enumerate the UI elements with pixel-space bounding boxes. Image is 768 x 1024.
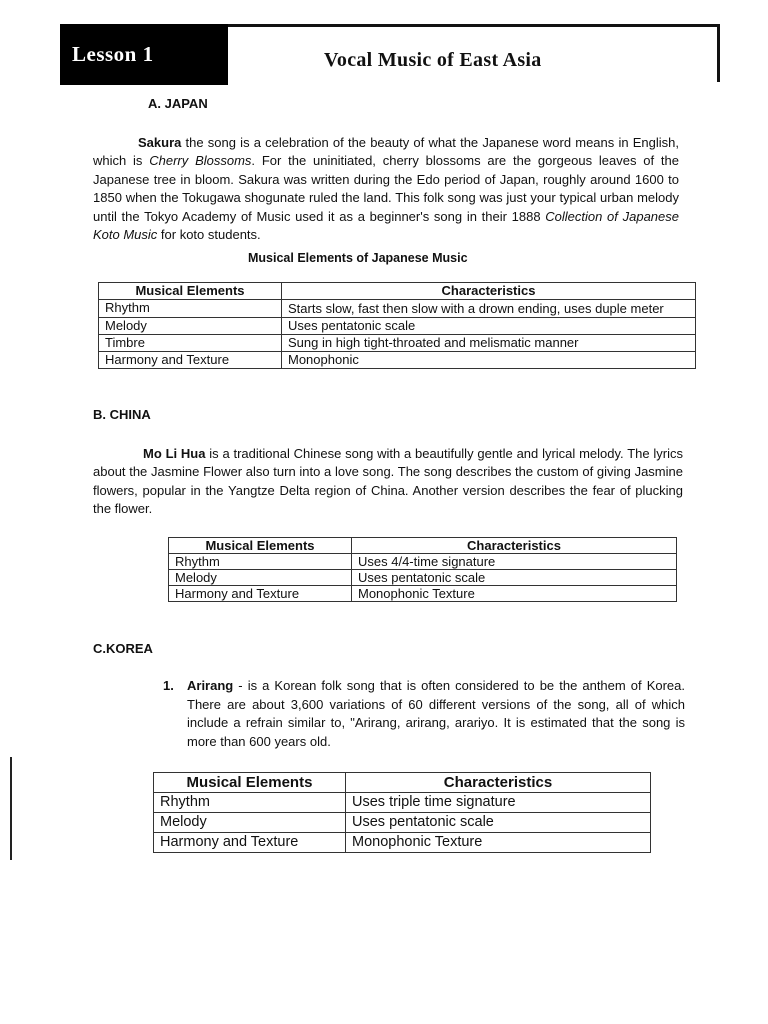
korea-text: - is a Korean folk song that is often considered to be the anthem of Korea. There are about 3,600 variations of 60 different versions of the song, all of which include a refrain similar to, "Arirang, arirang, arariyo. It is estimated that the song is more than 600 years old. xyxy=(187,678,685,749)
korea-paragraph xyxy=(187,677,685,751)
song-name-mo-li-hua: Mo Li Hua xyxy=(143,446,206,461)
table-cell: Harmony and Texture xyxy=(99,352,282,369)
table-row xyxy=(169,570,677,586)
korea-list-item xyxy=(163,677,685,751)
section-heading-korea: C.KOREA xyxy=(93,641,153,656)
japan-text-3: for koto students. xyxy=(157,227,261,243)
table-cell: Uses pentatonic scale xyxy=(346,813,651,833)
table-row xyxy=(169,586,677,602)
table-cell: Monophonic Texture xyxy=(346,833,651,853)
section-heading-china: B. CHINA xyxy=(93,407,151,422)
list-number: 1. xyxy=(163,678,174,693)
table-cell: Sung in high tight-throated and melismatic manner xyxy=(282,335,696,352)
table-cell: Rhythm xyxy=(154,793,346,813)
japan-paragraph xyxy=(93,134,679,244)
table-cell: Uses triple time signature xyxy=(346,793,651,813)
table-cell: Harmony and Texture xyxy=(169,586,352,602)
japan-elements-table xyxy=(98,282,696,369)
table-header-cell: Musical Elements xyxy=(154,773,346,793)
table-row xyxy=(99,318,696,335)
table-row xyxy=(99,335,696,352)
table-header-cell: Characteristics xyxy=(282,283,696,300)
margin-rule xyxy=(10,757,12,860)
table-cell: Uses pentatonic scale xyxy=(282,318,696,335)
korea-elements-table xyxy=(153,772,651,853)
song-name-arirang: Arirang xyxy=(187,678,234,693)
table-cell: Harmony and Texture xyxy=(154,833,346,853)
china-paragraph xyxy=(93,445,683,519)
table-row xyxy=(99,352,696,369)
table-row xyxy=(169,554,677,570)
table-cell: Monophonic Texture xyxy=(352,586,677,602)
china-text: is a traditional Chinese song with a beautifully gentle and lyrical melody. The lyrics about the Jasmine Flower also turn into a love song. The song describes the custom of giving Jasmine flowers, popular in the Yangtze Delta region of China. Another version describes the fear of plucking the flower. xyxy=(93,446,683,517)
table-header-cell: Characteristics xyxy=(346,773,651,793)
china-elements-table xyxy=(168,537,677,602)
table-header-cell: Musical Elements xyxy=(99,283,282,300)
table-cell: Timbre xyxy=(99,335,282,352)
table-cell: Melody xyxy=(154,813,346,833)
japan-emphasis: Cherry Blossoms xyxy=(149,153,252,169)
table-row xyxy=(99,300,696,318)
table-header-row xyxy=(154,773,651,793)
table-cell: Melody xyxy=(99,318,282,335)
table-cell: Uses 4/4-time signature xyxy=(352,554,677,570)
table-cell: Monophonic xyxy=(282,352,696,369)
lesson-number: Lesson 1 xyxy=(60,24,228,85)
table-cell: Rhythm xyxy=(169,554,352,570)
lesson-header xyxy=(60,24,720,82)
table-cell: Uses pentatonic scale xyxy=(352,570,677,586)
table-cell: Rhythm xyxy=(99,300,282,318)
japan-table-caption: Musical Elements of Japanese Music xyxy=(248,251,468,265)
table-header-row xyxy=(99,283,696,300)
table-cell: Starts slow, fast then slow with a drown ending, uses duple meter xyxy=(282,300,696,318)
japan-emphasis-2: Collection of Japanese Koto Music xyxy=(93,208,679,243)
table-row xyxy=(154,793,651,813)
japan-text-2: . For the uninitiated, cherry blossoms are the gorgeous leaves of the Japanese tree in bloom. Sakura was written during the Edo period of Japan, roughly around 1600 to 1850 when the Tokugawa shogunate ruled the land. This folk song was just your typical urban melody until the Tokyo Academy of Music used it as a beginner's song in their 1888 xyxy=(93,153,679,224)
japan-text-1: the song is a celebration of the beauty of what the Japanese word means in English, which is xyxy=(93,135,679,169)
table-cell: Melody xyxy=(169,570,352,586)
section-heading-japan: A. JAPAN xyxy=(148,96,208,111)
song-name-sakura: Sakura xyxy=(138,135,182,150)
table-header-row xyxy=(169,538,677,554)
table-row xyxy=(154,813,651,833)
table-header-cell: Characteristics xyxy=(352,538,677,554)
table-row xyxy=(154,833,651,853)
page-title: Vocal Music of East Asia xyxy=(324,49,542,71)
table-header-cell: Musical Elements xyxy=(169,538,352,554)
